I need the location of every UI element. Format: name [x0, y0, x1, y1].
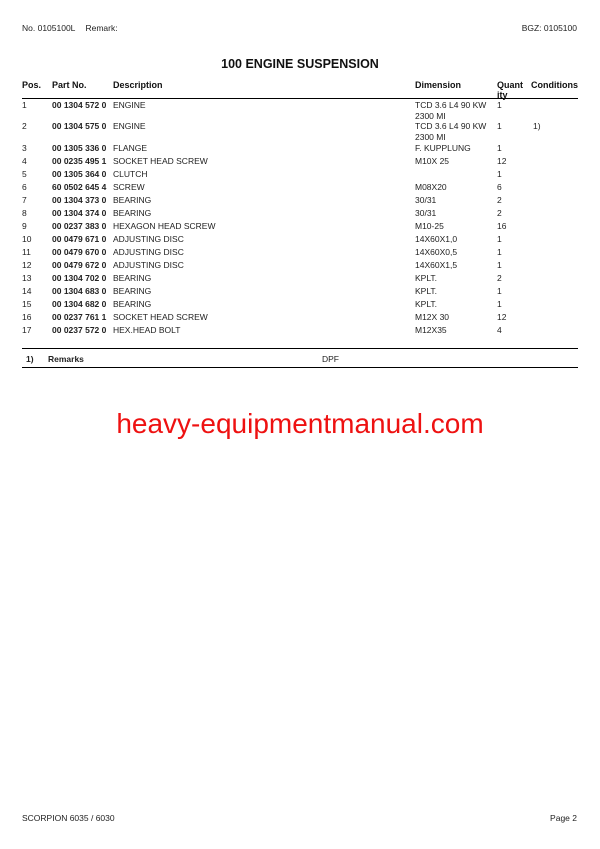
row-pos: 3: [22, 143, 27, 153]
row-quantity: 2: [497, 208, 502, 218]
row-part-no: 00 1305 336 0: [52, 143, 107, 153]
row-quantity: 1: [497, 286, 502, 296]
row-quantity: 1: [497, 143, 502, 153]
row-description: ADJUSTING DISC: [113, 260, 184, 270]
row-quantity: 4: [497, 325, 502, 335]
row-part-no: 00 1304 682 0: [52, 299, 107, 309]
remark-key: 1): [26, 354, 34, 364]
row-description: HEXAGON HEAD SCREW: [113, 221, 216, 231]
row-part-no: 00 0479 671 0: [52, 234, 107, 244]
row-pos: 16: [22, 312, 32, 322]
page-title: 100 ENGINE SUSPENSION: [221, 57, 379, 71]
row-dimension: 14X60X1,0: [415, 234, 458, 244]
row-part-no: 60 0502 645 4: [52, 182, 107, 192]
row-pos: 8: [22, 208, 27, 218]
row-dimension: M12X 30: [415, 312, 450, 322]
row-part-no: 00 1304 575 0: [52, 121, 107, 131]
row-dimension: KPLT.: [415, 299, 438, 309]
row-description: BEARING: [113, 195, 152, 205]
row-part-no: 00 0479 672 0: [52, 260, 107, 270]
row-pos: 11: [22, 247, 31, 257]
row-part-no: 00 0235 495 1: [52, 156, 107, 166]
row-dimension: M08X20: [415, 182, 447, 192]
footer-model: SCORPION 6035 / 6030: [22, 813, 115, 823]
row-quantity: 12: [497, 312, 507, 322]
row-pos: 6: [22, 182, 27, 192]
row-description: FLANGE: [113, 143, 148, 153]
row-dimension: KPLT.: [415, 286, 438, 296]
row-description: SOCKET HEAD SCREW: [113, 312, 208, 322]
column-header-quantity: Quantity: [497, 80, 523, 100]
row-part-no: 00 1304 572 0: [52, 100, 107, 110]
row-description: CLUTCH: [113, 169, 148, 179]
row-part-no: 00 0479 670 0: [52, 247, 107, 257]
row-dimension: M12X35: [415, 325, 447, 335]
page-number: Page 2: [550, 813, 577, 823]
row-part-no: 00 1305 364 0: [52, 169, 107, 179]
row-description: BEARING: [113, 286, 152, 296]
row-pos: 12: [22, 260, 32, 270]
row-pos: 2: [22, 121, 27, 131]
row-description: BEARING: [113, 299, 152, 309]
row-description: ADJUSTING DISC: [113, 234, 184, 244]
table-header: [22, 80, 578, 99]
row-dimension: 14X60X1,5: [415, 260, 458, 270]
remarks-label: Remarks: [48, 354, 84, 364]
row-description: ENGINE: [113, 121, 146, 131]
row-pos: 17: [22, 325, 32, 335]
row-quantity: 6: [497, 182, 502, 192]
column-header-dimension: Dimension: [415, 80, 462, 90]
column-header-part-no: Part No.: [52, 80, 87, 90]
column-header-description: Description: [113, 80, 163, 90]
row-quantity: 2: [497, 273, 502, 283]
row-dimension: M10-25: [415, 221, 444, 231]
row-dimension: F. KUPPLUNG: [415, 143, 471, 153]
row-pos: 9: [22, 221, 27, 231]
row-pos: 10: [22, 234, 32, 244]
row-dimension: M10X 25: [415, 156, 450, 166]
document-header: [22, 23, 118, 33]
remark-value: DPF: [322, 354, 339, 364]
row-part-no: 00 0237 761 1: [52, 312, 107, 322]
row-part-no: 00 1304 374 0: [52, 208, 107, 218]
row-dimension: TCD 3.6 L4 90 KW 2300 MI: [415, 100, 487, 121]
document-number: No. 0105100L: [22, 23, 76, 33]
row-description: HEX.HEAD BOLT: [113, 325, 181, 335]
row-part-no: 00 0237 383 0: [52, 221, 107, 231]
row-condition: 1): [533, 121, 541, 131]
row-pos: 1: [22, 100, 27, 110]
row-quantity: 1: [497, 169, 502, 179]
row-quantity: 2: [497, 195, 502, 205]
row-quantity: 1: [497, 299, 502, 309]
row-pos: 15: [22, 299, 32, 309]
row-dimension: TCD 3.6 L4 90 KW 2300 MI: [415, 121, 487, 142]
row-dimension: KPLT.: [415, 273, 438, 283]
row-part-no: 00 1304 683 0: [52, 286, 107, 296]
row-pos: 5: [22, 169, 27, 179]
row-description: ENGINE: [113, 100, 146, 110]
remark-label: Remark:: [85, 23, 118, 33]
row-description: ADJUSTING DISC: [113, 247, 184, 257]
row-description: SCREW: [113, 182, 145, 192]
row-dimension: 14X60X0,5: [415, 247, 458, 257]
watermark: heavy-equipmentmanual.com: [116, 408, 484, 439]
column-header-conditions: Conditions: [531, 80, 578, 90]
row-part-no: 00 1304 373 0: [52, 195, 107, 205]
row-description: BEARING: [113, 273, 152, 283]
row-dimension: 30/31: [415, 195, 437, 205]
row-pos: 14: [22, 286, 32, 296]
row-part-no: 00 1304 702 0: [52, 273, 107, 283]
row-part-no: 00 0237 572 0: [52, 325, 107, 335]
row-quantity: 1: [497, 121, 502, 131]
row-description: BEARING: [113, 208, 152, 218]
row-pos: 4: [22, 156, 27, 166]
row-quantity: 1: [497, 100, 502, 110]
row-quantity: 1: [497, 234, 502, 244]
remarks-row: [22, 348, 578, 368]
row-dimension: 30/31: [415, 208, 437, 218]
bgz-number: BGZ: 0105100: [521, 23, 577, 33]
row-description: SOCKET HEAD SCREW: [113, 156, 208, 166]
row-quantity: 12: [497, 156, 507, 166]
row-quantity: 16: [497, 221, 507, 231]
column-header-pos: Pos.: [22, 80, 42, 90]
row-quantity: 1: [497, 260, 502, 270]
row-pos: 13: [22, 273, 32, 283]
row-quantity: 1: [497, 247, 502, 257]
row-pos: 7: [22, 195, 27, 205]
